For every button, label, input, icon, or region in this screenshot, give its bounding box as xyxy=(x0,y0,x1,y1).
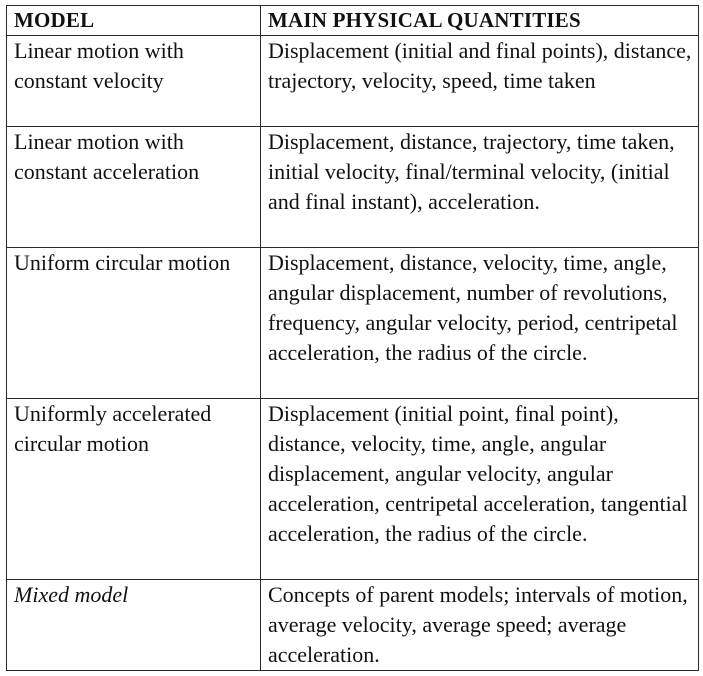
model-cell: Uniformly accelerated circular motion xyxy=(7,399,261,580)
model-cell xyxy=(7,580,261,671)
table-row xyxy=(7,580,699,671)
quantities-cell: Displacement (initial and final points), distance, trajectory, velocity, speed, time taken xyxy=(261,36,699,127)
header-quantities: MAIN PHYSICAL QUANTITIES xyxy=(261,6,699,36)
header-row xyxy=(7,6,699,36)
table-row xyxy=(7,399,699,580)
model-cell: Uniform circular motion xyxy=(7,248,261,399)
model-cell-italic: Mixed model xyxy=(14,582,129,607)
quantities-cell: Displacement, distance, velocity, time, angle, angular displacement, number of revolutions, frequency, angular velocity, period, centripetal acceleration, the radius of the circle. xyxy=(261,248,699,399)
table-row xyxy=(7,127,699,248)
table-row xyxy=(7,248,699,399)
model-cell: Linear motion with constant velocity xyxy=(7,36,261,127)
table-row xyxy=(7,36,699,127)
quantities-cell: Displacement (initial point, final point), distance, velocity, time, angle, angular displacement, angular velocity, angular acceleration, centripetal acceleration, tangential acceleration, the radius of the circle. xyxy=(261,399,699,580)
model-cell: Linear motion with constant acceleration xyxy=(7,127,261,248)
header-model: MODEL xyxy=(7,6,261,36)
table-container xyxy=(6,5,698,671)
quantities-cell: Displacement, distance, trajectory, time taken, initial velocity, final/terminal velocity, (initial and final instant), acceleration. xyxy=(261,127,699,248)
quantities-cell: Concepts of parent models; intervals of motion, average velocity, average speed; average acceleration. xyxy=(261,580,699,671)
models-table xyxy=(6,5,699,671)
